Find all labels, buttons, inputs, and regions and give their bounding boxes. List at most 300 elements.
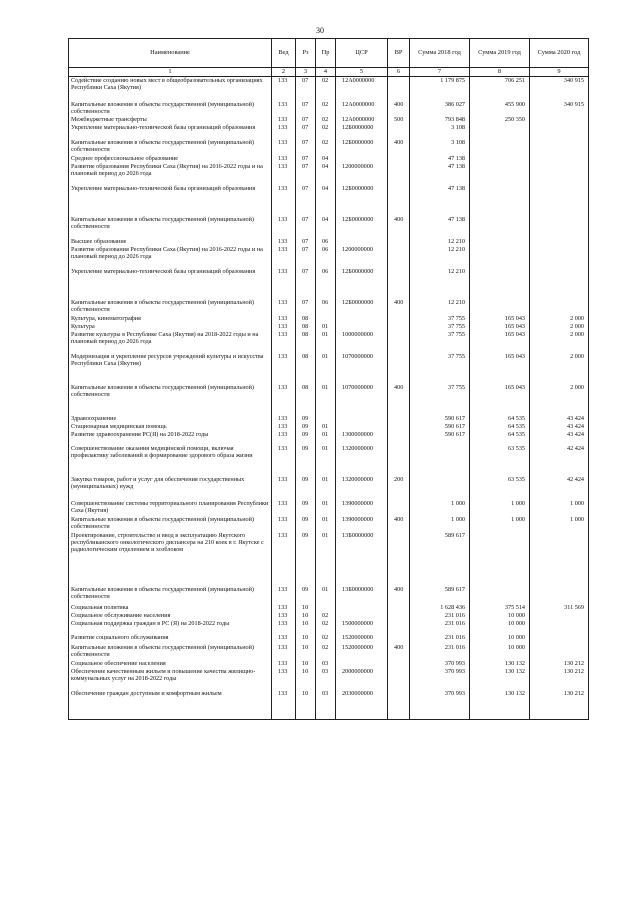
row-csr: 1070000000	[336, 384, 388, 415]
row-ved: 133	[272, 644, 296, 660]
row-sum-2020: 42 424	[530, 445, 589, 476]
row-sum-2018: 590 617	[410, 415, 470, 423]
row-ved: 133	[272, 155, 296, 163]
row-vr	[388, 634, 410, 644]
header-sum-2019: Сумма 2019 год	[470, 39, 530, 68]
row-name: Развитие здравоохранения РС(Я) на 2018-2022 годы	[69, 431, 272, 445]
row-ved: 133	[272, 331, 296, 353]
row-ved: 133	[272, 415, 296, 423]
row-ved: 133	[272, 116, 296, 124]
row-sum-2020	[530, 532, 589, 586]
row-vr: 400	[388, 586, 410, 604]
row-rz: 09	[296, 415, 316, 423]
row-sum-2020: 130 212	[530, 690, 589, 720]
budget-table	[68, 38, 589, 720]
header-ved: Вед	[272, 39, 296, 68]
row-sum-2019	[470, 268, 530, 299]
row-sum-2019: 10 000	[470, 644, 530, 660]
row-sum-2019: 1 000	[470, 516, 530, 532]
table-body	[69, 77, 589, 720]
row-sum-2018: 370 993	[410, 660, 470, 668]
row-name: Укрепление материально-технической базы организаций образования	[69, 185, 272, 216]
row-ved: 133	[272, 139, 296, 155]
row-ved: 133	[272, 423, 296, 431]
row-sum-2020	[530, 124, 589, 139]
row-sum-2018: 37 755	[410, 384, 470, 415]
row-csr: 1300000000	[336, 431, 388, 445]
row-sum-2018	[410, 476, 470, 500]
row-ved: 133	[272, 532, 296, 586]
row-pr: 02	[316, 124, 336, 139]
row-name: Модернизация и укрепление ресурсов учреждений культуры и искусства Республики Саха (Якутия)	[69, 353, 272, 384]
row-sum-2018: 12 210	[410, 299, 470, 315]
row-rz: 07	[296, 116, 316, 124]
row-pr: 03	[316, 668, 336, 690]
table-row	[69, 163, 589, 185]
row-sum-2020	[530, 299, 589, 315]
table-row	[69, 139, 589, 155]
row-vr	[388, 77, 410, 101]
row-sum-2020: 2 000	[530, 384, 589, 415]
row-ved: 133	[272, 238, 296, 246]
row-ved: 133	[272, 690, 296, 720]
header-csr: ЦСР	[336, 39, 388, 68]
table-row	[69, 238, 589, 246]
row-pr: 01	[316, 476, 336, 500]
row-pr: 03	[316, 690, 336, 720]
row-csr: 1200000000	[336, 246, 388, 268]
row-sum-2018: 37 755	[410, 315, 470, 323]
row-name: Обеспечение граждан доступным и комфортным жильем	[69, 690, 272, 720]
row-sum-2020	[530, 185, 589, 216]
row-vr: 400	[388, 299, 410, 315]
row-name: Развитие образования Республики Саха (Якутия) на 2016-2022 годы и на плановый период до 2026 года	[69, 163, 272, 185]
row-sum-2018: 47 138	[410, 216, 470, 238]
row-pr: 02	[316, 116, 336, 124]
row-sum-2018: 37 755	[410, 331, 470, 353]
table-row	[69, 445, 589, 476]
table-row	[69, 124, 589, 139]
row-ved: 133	[272, 431, 296, 445]
table-row	[69, 268, 589, 299]
row-sum-2020	[530, 155, 589, 163]
table-row	[69, 500, 589, 516]
row-sum-2020: 2 000	[530, 353, 589, 384]
row-name: Среднее профессиональное образование	[69, 155, 272, 163]
row-sum-2019: 165 043	[470, 323, 530, 331]
row-rz: 10	[296, 620, 316, 634]
row-name: Межбюджетные трансферты	[69, 116, 272, 124]
row-rz: 07	[296, 101, 316, 116]
row-name: Развитие культуры в Республике Саха (Якутия) на 2018-2022 годы и на плановый период до 2026 года	[69, 331, 272, 353]
row-csr	[336, 612, 388, 620]
row-vr	[388, 185, 410, 216]
row-rz: 07	[296, 246, 316, 268]
column-index: 3	[296, 68, 316, 77]
row-ved: 133	[272, 476, 296, 500]
row-sum-2020	[530, 246, 589, 268]
row-pr: 06	[316, 238, 336, 246]
row-ved: 133	[272, 516, 296, 532]
row-csr	[336, 660, 388, 668]
table-row	[69, 586, 589, 604]
row-csr: 1390000000	[336, 516, 388, 532]
row-sum-2019	[470, 586, 530, 604]
row-vr	[388, 246, 410, 268]
row-vr	[388, 431, 410, 445]
row-csr: 1390000000	[336, 500, 388, 516]
row-sum-2019	[470, 124, 530, 139]
row-rz: 09	[296, 516, 316, 532]
row-csr	[336, 323, 388, 331]
row-name: Культура, кинематография	[69, 315, 272, 323]
row-csr: 12Б0000000	[336, 216, 388, 238]
row-sum-2019	[470, 299, 530, 315]
row-csr: 13Б0000000	[336, 586, 388, 604]
row-sum-2019: 130 132	[470, 660, 530, 668]
row-vr	[388, 660, 410, 668]
row-sum-2020	[530, 268, 589, 299]
header-row	[69, 39, 589, 68]
row-sum-2020	[530, 620, 589, 634]
row-csr	[336, 315, 388, 323]
table-row	[69, 431, 589, 445]
row-vr	[388, 268, 410, 299]
table-row	[69, 331, 589, 353]
row-sum-2020	[530, 612, 589, 620]
row-rz: 10	[296, 634, 316, 644]
table-row	[69, 644, 589, 660]
row-ved: 133	[272, 185, 296, 216]
table-row	[69, 216, 589, 238]
row-sum-2020	[530, 139, 589, 155]
row-name: Капитальные вложения в объекты государственной (муниципальной) собственности	[69, 299, 272, 315]
row-vr	[388, 612, 410, 620]
row-rz: 09	[296, 445, 316, 476]
table-row	[69, 101, 589, 116]
row-pr: 06	[316, 246, 336, 268]
row-sum-2020: 2 000	[530, 331, 589, 353]
row-csr: 1000000000	[336, 331, 388, 353]
column-index: 8	[470, 68, 530, 77]
row-vr: 400	[388, 101, 410, 116]
row-csr: 1070000000	[336, 353, 388, 384]
row-name: Совершенствование оказания медицинской помощи, включая профилактику заболеваний и формирование здорового образа жизни	[69, 445, 272, 476]
row-csr: 13Б0000000	[336, 532, 388, 586]
table-row	[69, 116, 589, 124]
row-pr: 04	[316, 185, 336, 216]
row-name: Укрепление материально-технической базы организаций образования	[69, 124, 272, 139]
row-ved: 133	[272, 216, 296, 238]
row-name: Социальная поддержка граждан в РС (Я) на 2018-2022 годы	[69, 620, 272, 634]
row-sum-2019	[470, 155, 530, 163]
row-sum-2018: 37 755	[410, 353, 470, 384]
header-name: Наименование	[69, 39, 272, 68]
row-pr: 02	[316, 644, 336, 660]
row-vr: 500	[388, 116, 410, 124]
row-sum-2018: 12 210	[410, 246, 470, 268]
row-sum-2020	[530, 238, 589, 246]
table-row	[69, 516, 589, 532]
row-ved: 133	[272, 124, 296, 139]
row-pr: 04	[316, 163, 336, 185]
row-vr	[388, 155, 410, 163]
row-pr: 02	[316, 634, 336, 644]
row-name: Социальное обеспечение населения	[69, 660, 272, 668]
row-rz: 10	[296, 644, 316, 660]
row-rz: 07	[296, 299, 316, 315]
row-sum-2020: 42 424	[530, 476, 589, 500]
row-name: Капитальные вложения в объекты государственной (муниципальной) собственности	[69, 644, 272, 660]
row-name: Культура	[69, 323, 272, 331]
row-csr: 12Б0000000	[336, 139, 388, 155]
row-sum-2018: 3 108	[410, 139, 470, 155]
row-vr	[388, 353, 410, 384]
table-row	[69, 299, 589, 315]
table-row	[69, 668, 589, 690]
row-name: Проектирование, строительство и ввод в эксплуатацию Якутского республиканского онкологического диспансера на 210 коек в г. Якутске с радиологическим отделением и хозблоком	[69, 532, 272, 586]
row-sum-2018	[410, 445, 470, 476]
row-vr	[388, 500, 410, 516]
row-rz: 10	[296, 660, 316, 668]
row-ved: 133	[272, 384, 296, 415]
row-name: Обеспечение качественным жильем и повышение качества жилищно-коммунальных услуг на 2018-2022 годы	[69, 668, 272, 690]
row-rz: 07	[296, 268, 316, 299]
row-sum-2020	[530, 634, 589, 644]
header-sum-2018: Сумма 2018 год	[410, 39, 470, 68]
row-sum-2019: 63 535	[470, 445, 530, 476]
row-sum-2019: 130 132	[470, 690, 530, 720]
row-rz: 08	[296, 323, 316, 331]
row-sum-2018: 12 210	[410, 268, 470, 299]
table-row	[69, 634, 589, 644]
row-rz: 09	[296, 532, 316, 586]
row-ved: 133	[272, 604, 296, 612]
row-csr: 12Б0000000	[336, 268, 388, 299]
row-sum-2020: 1 000	[530, 500, 589, 516]
row-vr: 400	[388, 516, 410, 532]
row-ved: 133	[272, 612, 296, 620]
row-sum-2020: 130 212	[530, 668, 589, 690]
table-row	[69, 532, 589, 586]
table-row	[69, 690, 589, 720]
row-pr: 01	[316, 353, 336, 384]
row-sum-2019: 10 000	[470, 634, 530, 644]
row-rz: 09	[296, 476, 316, 500]
row-vr	[388, 323, 410, 331]
row-sum-2020	[530, 644, 589, 660]
row-name: Капитальные вложения в объекты государственной (муниципальной) собственности	[69, 216, 272, 238]
row-ved: 133	[272, 445, 296, 476]
row-name: Здравоохранение	[69, 415, 272, 423]
row-pr: 01	[316, 384, 336, 415]
row-vr	[388, 532, 410, 586]
row-pr	[316, 604, 336, 612]
row-sum-2019: 64 535	[470, 431, 530, 445]
row-name: Капитальные вложения в объекты государственной (муниципальной) собственности	[69, 139, 272, 155]
row-sum-2018: 590 617	[410, 431, 470, 445]
row-sum-2019: 130 132	[470, 668, 530, 690]
column-index: 2	[272, 68, 296, 77]
header-rz: Рз	[296, 39, 316, 68]
row-csr: 12А0000000	[336, 101, 388, 116]
row-sum-2018: 231 016	[410, 620, 470, 634]
row-sum-2020: 2 000	[530, 315, 589, 323]
row-sum-2019: 165 043	[470, 353, 530, 384]
row-sum-2019: 455 900	[470, 101, 530, 116]
row-sum-2018: 231 016	[410, 612, 470, 620]
header-vr: ВР	[388, 39, 410, 68]
row-name: Развитие социального обслуживания	[69, 634, 272, 644]
row-sum-2020: 43 424	[530, 415, 589, 423]
row-rz: 07	[296, 77, 316, 101]
row-name: Социальная политика	[69, 604, 272, 612]
row-csr: 2030000000	[336, 690, 388, 720]
row-vr	[388, 668, 410, 690]
table-row	[69, 476, 589, 500]
row-pr: 02	[316, 101, 336, 116]
row-sum-2018: 3 108	[410, 124, 470, 139]
row-vr	[388, 238, 410, 246]
row-sum-2020: 340 915	[530, 77, 589, 101]
header-sum-2020: Сумма 2020 год	[530, 39, 589, 68]
row-sum-2020: 43 424	[530, 431, 589, 445]
row-name: Капитальные вложения в объекты государственной (муниципальной) собственности	[69, 586, 272, 604]
row-sum-2019: 1 000	[470, 500, 530, 516]
row-pr: 06	[316, 268, 336, 299]
row-csr	[336, 604, 388, 612]
row-sum-2018: 231 016	[410, 644, 470, 660]
table-row	[69, 155, 589, 163]
row-vr: 200	[388, 476, 410, 500]
row-sum-2020: 2 000	[530, 323, 589, 331]
row-sum-2018: 37 755	[410, 323, 470, 331]
row-rz: 08	[296, 384, 316, 415]
row-rz: 07	[296, 238, 316, 246]
column-index: 6	[388, 68, 410, 77]
row-rz: 10	[296, 690, 316, 720]
row-name: Высшее образование	[69, 238, 272, 246]
table-row	[69, 604, 589, 612]
page-number: 30	[316, 26, 324, 35]
row-vr: 400	[388, 384, 410, 415]
row-rz: 07	[296, 216, 316, 238]
row-pr: 01	[316, 500, 336, 516]
row-sum-2019: 165 043	[470, 331, 530, 353]
row-sum-2019	[470, 185, 530, 216]
table-row	[69, 415, 589, 423]
column-index: 4	[316, 68, 336, 77]
row-csr: 12А0000000	[336, 77, 388, 101]
column-index: 1	[69, 68, 272, 77]
row-sum-2020: 1 000	[530, 516, 589, 532]
row-sum-2020	[530, 586, 589, 604]
row-sum-2018: 47 138	[410, 163, 470, 185]
row-rz: 07	[296, 185, 316, 216]
row-pr: 06	[316, 299, 336, 315]
row-sum-2019: 64 535	[470, 415, 530, 423]
table-row	[69, 77, 589, 101]
row-csr: 12Б0000000	[336, 124, 388, 139]
row-sum-2019	[470, 216, 530, 238]
row-name: Содействие созданию новых мест в общеобразовательных организациях Республики Саха (Якутия)	[69, 77, 272, 101]
row-rz: 10	[296, 612, 316, 620]
row-pr: 01	[316, 445, 336, 476]
row-sum-2018: 1 000	[410, 516, 470, 532]
row-pr	[316, 315, 336, 323]
row-vr	[388, 124, 410, 139]
table-row	[69, 315, 589, 323]
row-csr: 1500000000	[336, 620, 388, 634]
row-csr: 12А0000000	[336, 116, 388, 124]
row-name: Стационарная медицинская помощь	[69, 423, 272, 431]
row-rz: 09	[296, 500, 316, 516]
row-ved: 133	[272, 353, 296, 384]
row-name: Капитальные вложения в объекты государственной (муниципальной) собственности	[69, 101, 272, 116]
row-ved: 133	[272, 163, 296, 185]
table-row	[69, 620, 589, 634]
row-sum-2019: 706 251	[470, 77, 530, 101]
row-csr	[336, 155, 388, 163]
row-pr: 02	[316, 620, 336, 634]
row-sum-2018: 589 617	[410, 586, 470, 604]
row-ved: 133	[272, 668, 296, 690]
row-rz: 10	[296, 604, 316, 612]
table-row	[69, 423, 589, 431]
row-sum-2020: 311 569	[530, 604, 589, 612]
row-sum-2019	[470, 246, 530, 268]
row-ved: 133	[272, 315, 296, 323]
row-pr: 01	[316, 586, 336, 604]
row-vr	[388, 620, 410, 634]
row-name: Совершенствование системы территориального планирования Республики Саха (Якутия)	[69, 500, 272, 516]
row-sum-2019: 63 535	[470, 476, 530, 500]
row-pr: 04	[316, 155, 336, 163]
row-sum-2019	[470, 532, 530, 586]
row-sum-2019: 250 350	[470, 116, 530, 124]
row-pr: 01	[316, 423, 336, 431]
row-pr: 02	[316, 139, 336, 155]
row-ved: 133	[272, 323, 296, 331]
row-pr: 01	[316, 331, 336, 353]
row-ved: 133	[272, 620, 296, 634]
row-ved: 133	[272, 268, 296, 299]
row-sum-2018: 590 617	[410, 423, 470, 431]
row-csr	[336, 415, 388, 423]
row-name: Капитальные вложения в объекты государственной (муниципальной) собственности	[69, 516, 272, 532]
column-index: 5	[336, 68, 388, 77]
row-vr	[388, 445, 410, 476]
row-name: Укрепление материально-технической базы организаций образования	[69, 268, 272, 299]
header-pr: Пр	[316, 39, 336, 68]
row-sum-2018: 47 138	[410, 185, 470, 216]
column-index-row	[69, 68, 589, 77]
row-name: Развитие образования Республики Саха (Якутия) на 2016-2022 годы и на плановый период до 2026 года	[69, 246, 272, 268]
row-name: Социальное обслуживание населения	[69, 612, 272, 620]
row-ved: 133	[272, 660, 296, 668]
row-ved: 133	[272, 586, 296, 604]
table-row	[69, 612, 589, 620]
row-sum-2020	[530, 163, 589, 185]
row-vr: 400	[388, 644, 410, 660]
row-vr: 400	[388, 139, 410, 155]
row-ved: 133	[272, 299, 296, 315]
row-pr	[316, 415, 336, 423]
row-rz: 07	[296, 139, 316, 155]
table-row	[69, 660, 589, 668]
row-pr: 03	[316, 660, 336, 668]
row-sum-2020: 43 424	[530, 423, 589, 431]
